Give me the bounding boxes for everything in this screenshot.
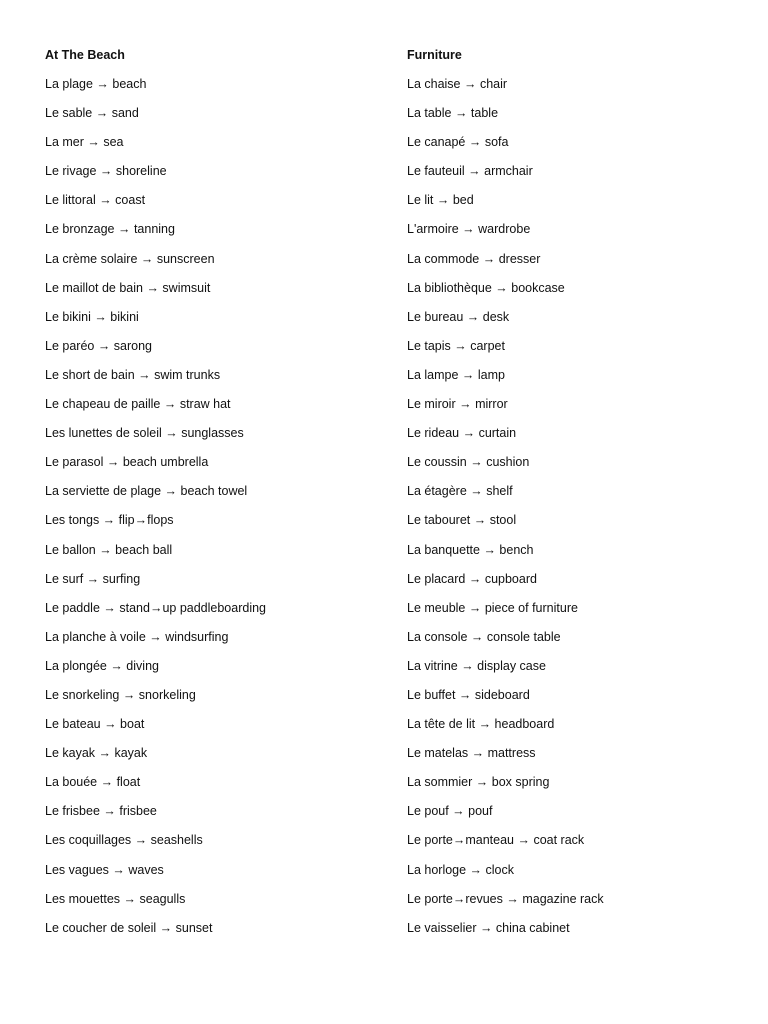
furniture-vocab-item: Le vaisselier → china cabinet xyxy=(407,920,570,935)
furniture-vocab-item: La chaise → chair xyxy=(407,77,508,91)
beach-vocab-item: Le coucher de soleil → sunset xyxy=(45,920,213,935)
furniture-vocab-item: Le buffet → sideboard xyxy=(407,687,530,702)
furniture-vocab-item: Le tapis → carpet xyxy=(407,338,505,353)
beach-vocab-item: La mer → sea xyxy=(45,135,124,150)
beach-vocab-item: Les tongs → flip→flops xyxy=(45,513,174,528)
beach-vocab-item: Le short de bain → swim trunks xyxy=(45,367,221,382)
furniture-vocab-item: Le placard → cupboard xyxy=(407,571,537,586)
beach-vocab-item: Le littoral → coast xyxy=(45,193,146,208)
beach-vocab-item: La bouée → float xyxy=(45,775,141,790)
beach-vocab-item: Le rivage → shoreline xyxy=(45,164,167,179)
furniture-vocab-item: La banquette → bench xyxy=(407,542,534,557)
furniture-vocab-item: Le bureau → desk xyxy=(407,309,510,324)
beach-heading: At The Beach xyxy=(45,48,125,62)
furniture-vocab-item: Le matelas → mattress xyxy=(407,746,536,761)
furniture-vocab-item: La étagère → shelf xyxy=(407,484,513,499)
furniture-vocab-item: La horloge → clock xyxy=(407,862,515,877)
beach-vocab-item: Les lunettes de soleil → sunglasses xyxy=(45,426,244,441)
furniture-vocab-item: Le rideau → curtain xyxy=(407,426,517,441)
furniture-vocab-item: Le fauteuil → armchair xyxy=(407,164,533,179)
beach-vocab-item: Le bateau → boat xyxy=(45,717,145,732)
beach-vocab-item: Les coquillages → seashells xyxy=(45,833,203,848)
furniture-heading: Furniture xyxy=(407,48,462,62)
furniture-vocab-item: Le porte→manteau → coat rack xyxy=(407,833,585,848)
furniture-vocab-item: Le tabouret → stool xyxy=(407,513,517,528)
furniture-vocab-item: L'armoire → wardrobe xyxy=(407,222,531,237)
furniture-vocab-item: La table → table xyxy=(407,106,499,121)
furniture-column xyxy=(407,44,747,946)
beach-vocabulary-list xyxy=(45,73,385,946)
beach-vocab-item: Le kayak → kayak xyxy=(45,746,148,761)
furniture-vocab-item: La sommier → box spring xyxy=(407,775,550,790)
furniture-vocab-item: La tête de lit → headboard xyxy=(407,717,555,732)
beach-vocab-item: Les vagues → waves xyxy=(45,862,164,877)
beach-vocab-item: La plage → beach xyxy=(45,77,147,91)
beach-vocab-item: Le ballon → beach ball xyxy=(45,542,173,557)
beach-vocab-item: Les mouettes → seagulls xyxy=(45,891,186,906)
furniture-vocab-item: Le pouf → pouf xyxy=(407,804,493,819)
beach-vocab-item: La planche à voile → windsurfing xyxy=(45,629,229,644)
furniture-vocab-item: Le lit → bed xyxy=(407,193,474,208)
beach-vocab-item: Le surf → surfing xyxy=(45,571,141,586)
furniture-vocab-item: Le canapé → sofa xyxy=(407,135,509,150)
furniture-vocab-item: La console → console table xyxy=(407,629,561,644)
furniture-vocab-item: La bibliothèque → bookcase xyxy=(407,280,565,295)
beach-column xyxy=(45,44,385,946)
beach-vocab-item: La plongée → diving xyxy=(45,658,159,673)
furniture-vocab-item: La vitrine → display case xyxy=(407,658,546,673)
beach-vocab-item: Le chapeau de paille → straw hat xyxy=(45,397,231,412)
furniture-vocab-item: Le coussin → cushion xyxy=(407,455,530,470)
beach-vocab-item: Le bronzage → tanning xyxy=(45,222,175,237)
beach-vocab-item: Le sable → sand xyxy=(45,106,139,121)
beach-vocab-item: Le parasol → beach umbrella xyxy=(45,455,209,470)
beach-vocab-item: Le snorkeling → snorkeling xyxy=(45,687,196,702)
beach-vocab-item: Le bikini → bikini xyxy=(45,309,139,324)
furniture-vocab-item: Le meuble → piece of furniture xyxy=(407,600,578,615)
furniture-vocab-item: La lampe → lamp xyxy=(407,367,505,382)
furniture-vocabulary-list xyxy=(407,73,747,946)
furniture-vocab-item: Le miroir → mirror xyxy=(407,397,508,412)
beach-vocab-item: Le paddle → stand→up paddleboarding xyxy=(45,600,267,615)
beach-vocab-item: La serviette de plage → beach towel xyxy=(45,484,248,499)
beach-vocab-item: Le maillot de bain → swimsuit xyxy=(45,280,211,295)
beach-vocab-item: Le frisbee → frisbee xyxy=(45,804,157,819)
beach-vocab-item: La crème solaire → sunscreen xyxy=(45,251,215,266)
furniture-vocab-item: La commode → dresser xyxy=(407,251,541,266)
beach-vocab-item: Le paréo → sarong xyxy=(45,338,153,353)
furniture-vocab-item: Le porte→revues → magazine rack xyxy=(407,891,604,906)
